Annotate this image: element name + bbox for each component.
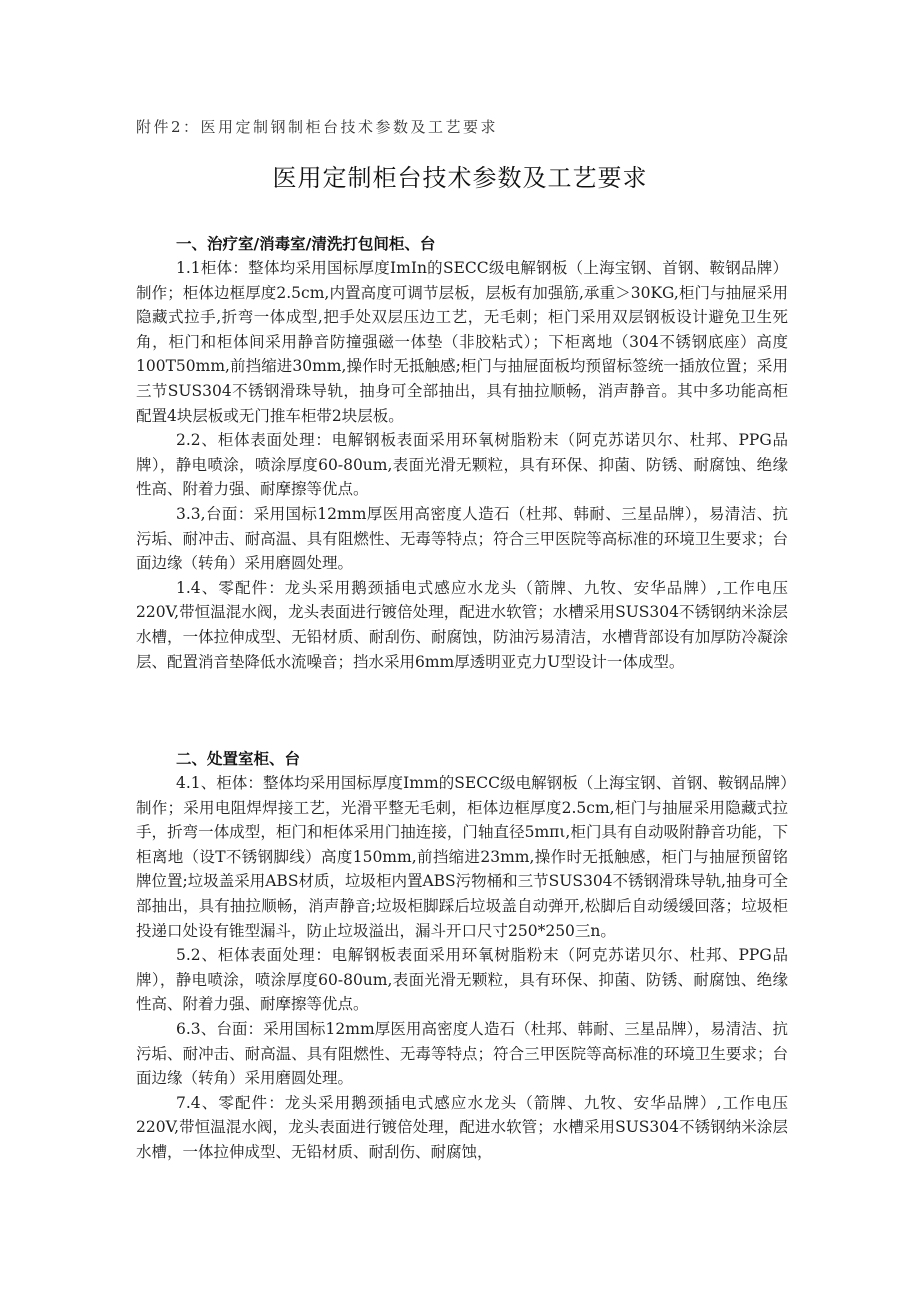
paragraph-countertop: 3.3,台面：采用国标12mm厚医用高密度人造石（杜邦、韩耐、三星品牌），易清洁、抗污垢、耐冲击、耐高温、具有阻燃性、无毒等特点；符合三甲医院等高标准的环境卫生要求；台面边缘（转角）采用磨圆处理。: [136, 504, 788, 573]
section-heading: 一、治疗室/消毒室/清洗打包间柜、台: [176, 235, 436, 253]
paragraph-surface-treatment: 2.2、柜体表面处理：电解钢板表面采用环氧树脂粉末（阿克苏诺贝尔、杜邦、PPG品牌），静电喷涂，喷涂厚度60-80um,表面光滑无颗粒，具有环保、抑菌、防锈、耐腐蚀、绝缘性高、附着力强、耐摩擦等优点。: [136, 431, 788, 499]
section-heading: 二、处置室柜、台: [176, 750, 301, 768]
paragraph-cabinet-body: 1.1柜体：整体均采用国标厚度ImIn的SECC级电解钢板（上海宝钢、首钢、鞍钢品牌）制作；柜体边框厚度2.5cm,内置高度可调节层板，层板有加强筋,承重＞30KG,柜门与抽屉采用隐藏式拉手,折弯一体成型,把手处双层压边工艺，无毛刺；柜门采用双层钢板设计避免卫生死角，柜门和柜体间采用静音防撞强磁一体垫（非胶粘式）；下柜离地（304不锈钢底座）高度100T50mm,前挡缩进30mm,操作时无抵触感;柜门与抽屉面板均预留标签统一插放位置；采用三节SUS304不锈钢滑珠导轨，抽身可全部抽出，具有抽拉顺畅，消声静音。其中多功能高柜配置4块层板或无门推车柜带2块层板。: [136, 259, 788, 425]
paragraph-cabinet-body: 4.1、柜体：整体均采用国标厚度Imm的SECC级电解钢板（上海宝钢、首钢、鞍钢品牌）制作；采用电阻焊焊接工艺，光滑平整无毛刺，柜体边框厚度2.5cm,柜门与抽屉采用隐藏式拉手，折弯一体成型，柜门和柜体采用门抽连接，门轴直径5mπι,柜门具有自动吸附静音功能，下柜离地（设T不锈钢脚线）高度150mm,前挡缩进23mm,操作时无抵触感，柜门与抽屉预留铭牌位置;垃圾盖采用ABS材质，垃圾柜内置ABS污物桶和三节SUS304不锈钢滑珠导轨,抽身可全部抽出，具有抽拉顺畅，消声静音;垃圾柜脚踩后垃圾盖自动弹开,松脚后自动缓缓回落；垃圾柜投递口处设有锥型漏斗，防止垃圾溢出，漏斗开口尺寸250*250三n。: [136, 774, 788, 940]
section-treatment-room: [136, 232, 788, 674]
section-disposal-room: [136, 747, 788, 1165]
document-title: 医用定制柜台技术参数及工艺要求: [272, 164, 648, 192]
paragraph-surface-treatment: 5.2、柜体表面处理：电解钢板表面采用环氧树脂粉末（阿克苏诺贝尔、杜邦、PPG品牌），静电喷涂，喷涂厚度60-80um,表面光滑无颗粒，具有环保、抑菌、防锈、耐腐蚀、绝缘性高、附着力强、耐摩擦等优点。: [136, 946, 788, 1014]
paragraph-accessories: 7.4、零配件：龙头采用鹅颈插电式感应水龙头（箭牌、九牧、安华品牌）,工作电压220V,带恒温混水阀，龙头表面进行镀倍处理，配进水软管；水槽采用SUS304不锈钢纳米涂层水槽，一体拉伸成型、无铅材质、耐刮伤、耐腐蚀，: [136, 1093, 788, 1161]
paragraph-accessories: 1.4、零配件：龙头采用鹅颈插电式感应水龙头（箭牌、九牧、安华品牌）,工作电压220V,带恒温混水阀，龙头表面进行镀倍处理，配进水软管；水槽采用SUS304不锈钢纳米涂层水槽，一体拉伸成型、无铅材质、耐刮伤、耐腐蚀，防油污易清洁，水槽背部设有加厚防冷凝涂层、配置消音垫降低水流噪音；挡水采用6mm厚透明亚克力U型设计一体成型。: [136, 578, 788, 671]
paragraph-countertop: 6.3、台面：采用国标12mm厚医用高密度人造石（杜邦、韩耐、三星品牌），易清洁、抗污垢、耐冲击、耐高温、具有阻燃性、无毒等特点；符合三甲医院等高标准的环境卫生要求；台面边缘（转角）采用磨圆处理。: [136, 1019, 788, 1088]
attachment-label: 附件2：医用定制钢制柜台技术参数及工艺要求: [136, 118, 499, 136]
